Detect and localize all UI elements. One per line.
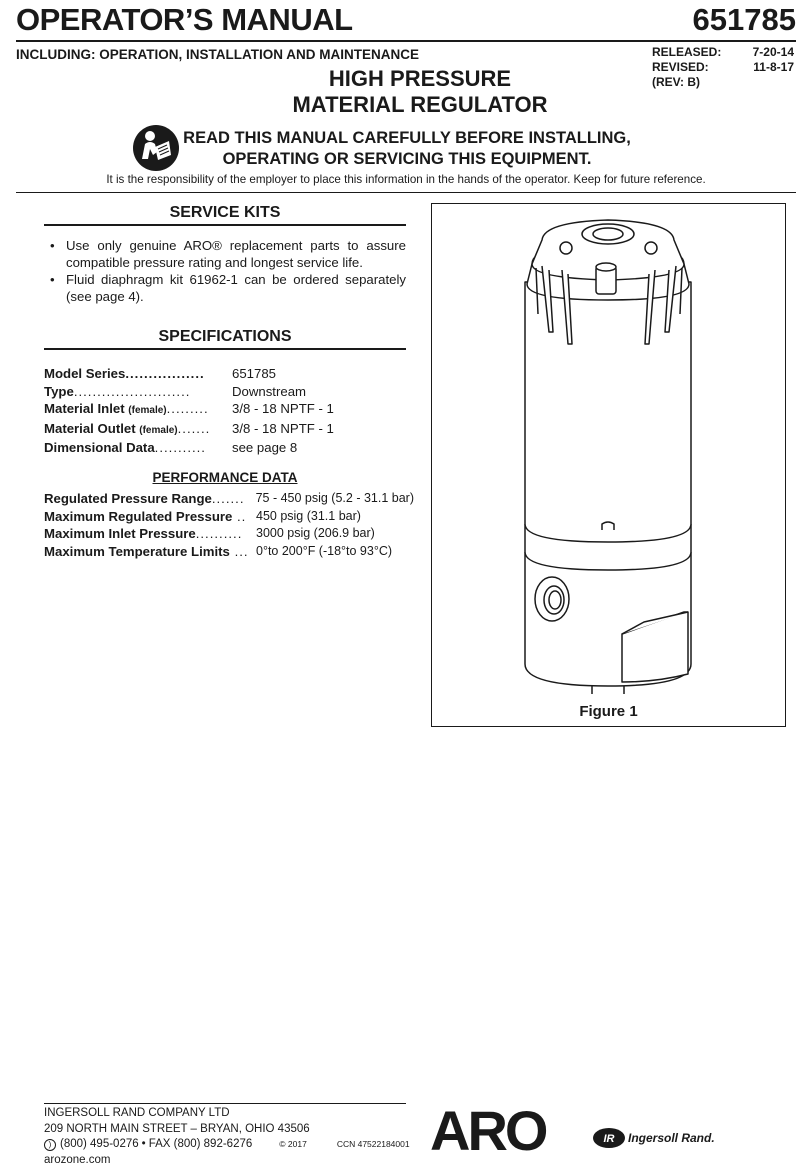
- service-kits-heading: SERVICE KITS: [44, 204, 406, 226]
- company-name: INGERSOLL RAND COMPANY LTD: [44, 1107, 230, 1119]
- specifications-table: [44, 365, 406, 457]
- perf-label: Maximum Inlet Pressure: [44, 526, 196, 541]
- ccn-number: CCN 47522184001: [336, 1139, 410, 1149]
- spec-dots: .................: [125, 366, 205, 381]
- revision-code: (REV: B): [652, 75, 700, 89]
- perf-dots: ..........: [195, 526, 243, 541]
- figure-frame: [431, 203, 786, 727]
- website: arozone.com: [44, 1153, 111, 1166]
- spec-label: Material Outlet: [44, 420, 140, 436]
- responsibility-note: It is the responsibility of the employer to place this information in the hands of the operator. Keep for future reference.: [106, 173, 706, 186]
- perf-value: 3000 psig (206.9 bar): [256, 526, 375, 540]
- manual-subtitle: INCLUDING: OPERATION, INSTALLATION AND MAINTENANCE: [16, 47, 419, 62]
- spec-row: [44, 400, 406, 420]
- ingersoll-rand-logo: [592, 1127, 715, 1149]
- phone-number: (800) 495-0276: [60, 1138, 139, 1150]
- ir-wordmark: Ingersoll Rand.: [628, 1131, 715, 1145]
- perf-value: 0°to 200°F (-18°to 93°C): [256, 543, 393, 558]
- warning-line1: READ THIS MANUAL CAREFULLY BEFORE INSTALLING,: [183, 129, 631, 147]
- specifications-heading: SPECIFICATIONS: [44, 328, 406, 350]
- company-address: [44, 1106, 410, 1168]
- spec-value: 651785: [232, 366, 277, 381]
- spec-label: Model Series: [44, 366, 126, 381]
- spec-dots: ...........: [154, 440, 206, 455]
- list-item: • Use only genuine ARO® replacement parts to assure compatible pressure rating and longest service life.: [44, 238, 406, 271]
- warning-line2: OPERATING OR SERVICING THIS EQUIPMENT.: [222, 150, 592, 168]
- perf-value: 450 psig (31.1 bar): [256, 508, 361, 523]
- manual-title: OPERATOR’S MANUAL: [16, 2, 353, 37]
- spec-value: 3/8 - 18 NPTF - 1: [232, 401, 334, 416]
- service-kits-list: [44, 238, 406, 306]
- read-manual-warning: [182, 128, 632, 170]
- performance-table: [44, 490, 414, 560]
- footer-rule: [44, 1103, 406, 1104]
- revision-dates: [652, 45, 794, 90]
- perf-dots: ...: [229, 543, 249, 559]
- spec-label: Dimensional Data: [44, 440, 155, 455]
- revised-value: 11-8-17: [753, 60, 794, 74]
- separator: •: [141, 1138, 146, 1150]
- ir-emblem-icon: [592, 1127, 626, 1149]
- released-value: 7-20-14: [752, 45, 794, 59]
- perf-dots: ..: [232, 508, 247, 524]
- list-item: • Fluid diaphragm kit 61962-1 can be ordered separately (see page 4).: [44, 272, 406, 305]
- spec-label-note: (female): [139, 424, 178, 436]
- spec-value: Downstream: [232, 383, 307, 399]
- phone-icon: ): [44, 1139, 56, 1151]
- revised-label: REVISED:: [652, 60, 709, 74]
- manual-number: 651785: [692, 2, 796, 37]
- perf-row: [44, 490, 414, 508]
- product-title-line1: HIGH PRESSURE: [328, 66, 512, 91]
- copyright: © 2017: [279, 1139, 307, 1149]
- spec-dots: .........................: [73, 383, 191, 399]
- spec-label-note: (female): [128, 405, 167, 416]
- header-rule: [16, 40, 796, 42]
- fax-number: FAX (800) 892-6276: [148, 1138, 253, 1150]
- perf-row: [44, 525, 414, 543]
- spec-row: [44, 439, 406, 457]
- spec-row: [44, 383, 406, 401]
- perf-dots: .......: [211, 491, 245, 506]
- released-label: RELEASED:: [652, 45, 722, 59]
- aro-logo: ARO: [430, 1099, 546, 1162]
- perf-label: Regulated Pressure Range: [44, 491, 212, 506]
- spec-row: [44, 420, 406, 440]
- contact-line: [44, 1137, 410, 1153]
- spec-value: see page 8: [232, 440, 298, 455]
- spec-label: Type: [44, 383, 74, 399]
- spec-row: [44, 365, 406, 383]
- perf-row: [44, 508, 414, 526]
- spec-value: 3/8 - 18 NPTF - 1: [232, 420, 334, 436]
- section-rule: [16, 192, 796, 193]
- svg-text:IR: IR: [603, 1133, 615, 1145]
- perf-value: 75 - 450 psig (5.2 - 31.1 bar): [255, 491, 414, 505]
- product-title-line2: MATERIAL REGULATOR: [292, 92, 548, 117]
- perf-label: Maximum Regulated Pressure: [44, 508, 233, 524]
- perf-label: Maximum Temperature Limits: [44, 543, 230, 559]
- spec-label: Material Inlet: [44, 401, 129, 416]
- figure-caption: Figure 1: [579, 703, 638, 720]
- product-title: [200, 66, 640, 118]
- regulator-illustration: [432, 204, 785, 694]
- spec-dots: .......: [177, 420, 211, 436]
- spec-dots: .........: [166, 401, 209, 416]
- performance-heading: PERFORMANCE DATA: [152, 470, 298, 485]
- street-address: 209 NORTH MAIN STREET – BRYAN, OHIO 43506: [44, 1122, 310, 1135]
- read-manual-icon: [133, 125, 179, 171]
- perf-row: [44, 543, 414, 561]
